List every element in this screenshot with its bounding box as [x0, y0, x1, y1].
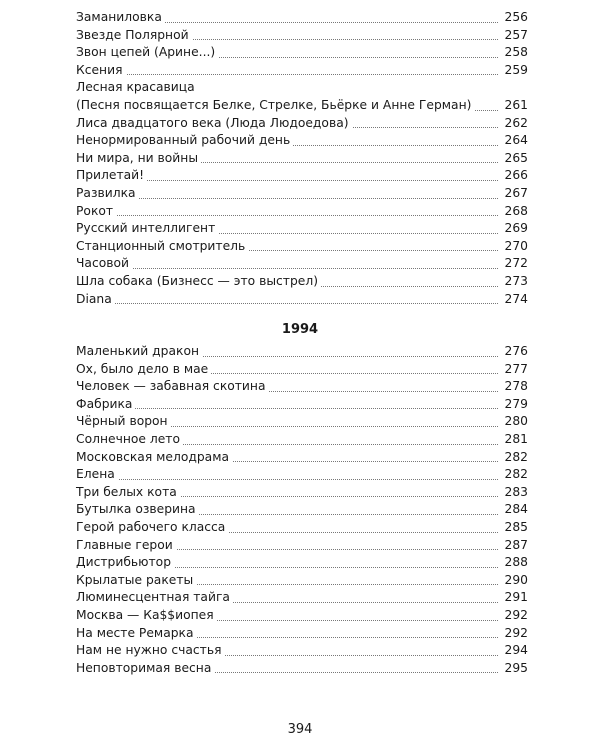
toc-entry-title: Главные герои — [76, 538, 176, 552]
page-number: 394 — [287, 722, 313, 737]
toc-entry — [76, 361, 528, 379]
toc-entry — [76, 484, 528, 502]
toc-entry — [76, 519, 528, 537]
toc-entry-page: 295 — [500, 660, 528, 678]
toc-entry-title: Ненормированный рабочий день — [76, 133, 293, 147]
toc-entry-title: Заманиловка — [76, 10, 165, 24]
toc-entry-page: 288 — [500, 554, 528, 572]
toc-list-1993 — [76, 9, 528, 308]
toc-entry-title: Елена — [76, 467, 118, 481]
toc-entry-title: Ни мира, ни войны — [76, 151, 201, 165]
toc-entry-title: На месте Ремарка — [76, 626, 197, 640]
toc-entry — [76, 27, 528, 45]
toc-entry — [76, 273, 528, 291]
toc-entry-page: 261 — [500, 97, 528, 115]
toc-entry-title: Ох, было дело в мае — [76, 362, 211, 376]
toc-entry — [76, 449, 528, 467]
toc-entry — [76, 44, 528, 62]
toc-entry-page: 264 — [500, 132, 528, 150]
toc-entry-page: 273 — [500, 273, 528, 291]
toc-entry — [76, 396, 528, 414]
toc-entry-page: 282 — [500, 449, 528, 467]
toc-entry-title: Чёрный ворон — [76, 414, 171, 428]
toc-entry-title: Фабрика — [76, 397, 135, 411]
toc-entry — [76, 378, 528, 396]
toc-entry — [76, 572, 528, 590]
toc-entry-title: Русский интеллигент — [76, 221, 218, 235]
toc-entry-title: Нам не нужно счастья — [76, 643, 224, 657]
dot-leader — [76, 74, 498, 75]
toc-entry-title: Крылатые ракеты — [76, 573, 196, 587]
dot-leader — [76, 198, 498, 199]
toc-entry-page: 259 — [500, 62, 528, 80]
toc-entry-subtitle: (Песня посвящается Белке, Стрелке, Бьёрке и Анне Герман) — [76, 98, 474, 112]
toc-entry-title: Дистрибьютор — [76, 555, 174, 569]
toc-entry-page: 283 — [500, 484, 528, 502]
toc-entry-page: 274 — [500, 291, 528, 309]
dot-leader — [76, 215, 498, 216]
toc-entry-title: Солнечное лето — [76, 432, 183, 446]
toc-entry — [76, 501, 528, 519]
toc-entry-page: 266 — [500, 167, 528, 185]
toc-entry-page: 290 — [500, 572, 528, 590]
toc-entry-title: Неповторимая весна — [76, 661, 214, 675]
toc-entry-page: 285 — [500, 519, 528, 537]
toc-entry-page: 291 — [500, 589, 528, 607]
toc-entry-page: 258 — [500, 44, 528, 62]
toc-entry-title: Прилетай! — [76, 168, 147, 182]
toc-entry — [76, 150, 528, 168]
toc-entry-title: Три белых кота — [76, 485, 180, 499]
dot-leader — [76, 303, 498, 304]
toc-entry-page: 267 — [500, 185, 528, 203]
toc-entry-title: Развилка — [76, 186, 139, 200]
toc-entry — [76, 589, 528, 607]
toc-entry — [76, 79, 528, 97]
toc-entry-page: 277 — [500, 361, 528, 379]
toc-entry — [76, 343, 528, 361]
toc-entry-title: Diana — [76, 292, 115, 306]
toc-entry-title: Бутылка озверина — [76, 502, 199, 516]
toc-entry — [76, 554, 528, 572]
toc-entry-title: Звезде Полярной — [76, 28, 192, 42]
toc-entry-page: 294 — [500, 642, 528, 660]
toc-entry-page: 270 — [500, 238, 528, 256]
toc-entry — [76, 203, 528, 221]
toc-entry-page: 268 — [500, 203, 528, 221]
dot-leader — [76, 479, 498, 480]
toc-entry — [76, 625, 528, 643]
toc-entry-page: 257 — [500, 27, 528, 45]
toc-entry-page: 284 — [500, 501, 528, 519]
toc-entry — [76, 167, 528, 185]
toc-entry-page: 272 — [500, 255, 528, 273]
toc-entry-page: 287 — [500, 537, 528, 555]
toc-entry — [76, 413, 528, 431]
dot-leader — [76, 408, 498, 409]
toc-list-1994 — [76, 343, 528, 677]
toc-entry-title: Шла собака (Бизнесс — это выстрел) — [76, 274, 321, 288]
toc-entry — [76, 132, 528, 150]
toc-entry — [76, 607, 528, 625]
toc-entry — [76, 642, 528, 660]
toc-entry — [76, 660, 528, 678]
toc-entry-title: Люминесцентная тайга — [76, 590, 233, 604]
toc-entry-title: Человек — забавная скотина — [76, 379, 269, 393]
toc-entry — [76, 220, 528, 238]
toc-entry-page: 278 — [500, 378, 528, 396]
toc-entry — [76, 115, 528, 133]
toc-entry — [76, 255, 528, 273]
toc-entry — [76, 431, 528, 449]
toc-entry-title: Москва — Ка$$иопея — [76, 608, 217, 622]
toc-entry-page: 269 — [500, 220, 528, 238]
toc-entry-page: 256 — [500, 9, 528, 27]
toc-entry-title: Часовой — [76, 256, 132, 270]
toc-entry-title: Лесная красавица — [76, 80, 198, 94]
toc-entry-page: 292 — [500, 607, 528, 625]
toc-entry-page: 276 — [500, 343, 528, 361]
toc-entry — [76, 537, 528, 555]
toc-entry — [76, 97, 528, 115]
toc-entry — [76, 185, 528, 203]
toc-entry — [76, 291, 528, 309]
toc-entry-page: 281 — [500, 431, 528, 449]
toc-entry-page: 280 — [500, 413, 528, 431]
toc-entry-page: 265 — [500, 150, 528, 168]
toc-entry-title: Московская мелодрама — [76, 450, 232, 464]
toc-entry-title: Звон цепей (Арине...) — [76, 45, 218, 59]
toc-entry-title: Лиса двадцатого века (Люда Людоедова) — [76, 116, 352, 130]
toc-entry-page: 282 — [500, 466, 528, 484]
section-year-heading: 1994 — [281, 322, 319, 337]
toc-entry-title: Маленький дракон — [76, 344, 202, 358]
toc-entry-page: 279 — [500, 396, 528, 414]
toc-entry-title: Ксения — [76, 63, 126, 77]
toc-entry-title: Станционный смотритель — [76, 239, 248, 253]
toc-entry — [76, 466, 528, 484]
dot-leader — [76, 268, 498, 269]
toc-entry — [76, 62, 528, 80]
toc-entry-title: Герой рабочего класса — [76, 520, 228, 534]
toc-entry-title: Рокот — [76, 204, 116, 218]
toc-entry-page: 262 — [500, 115, 528, 133]
toc-entry-page: 292 — [500, 625, 528, 643]
toc-entry — [76, 9, 528, 27]
toc-entry — [76, 238, 528, 256]
